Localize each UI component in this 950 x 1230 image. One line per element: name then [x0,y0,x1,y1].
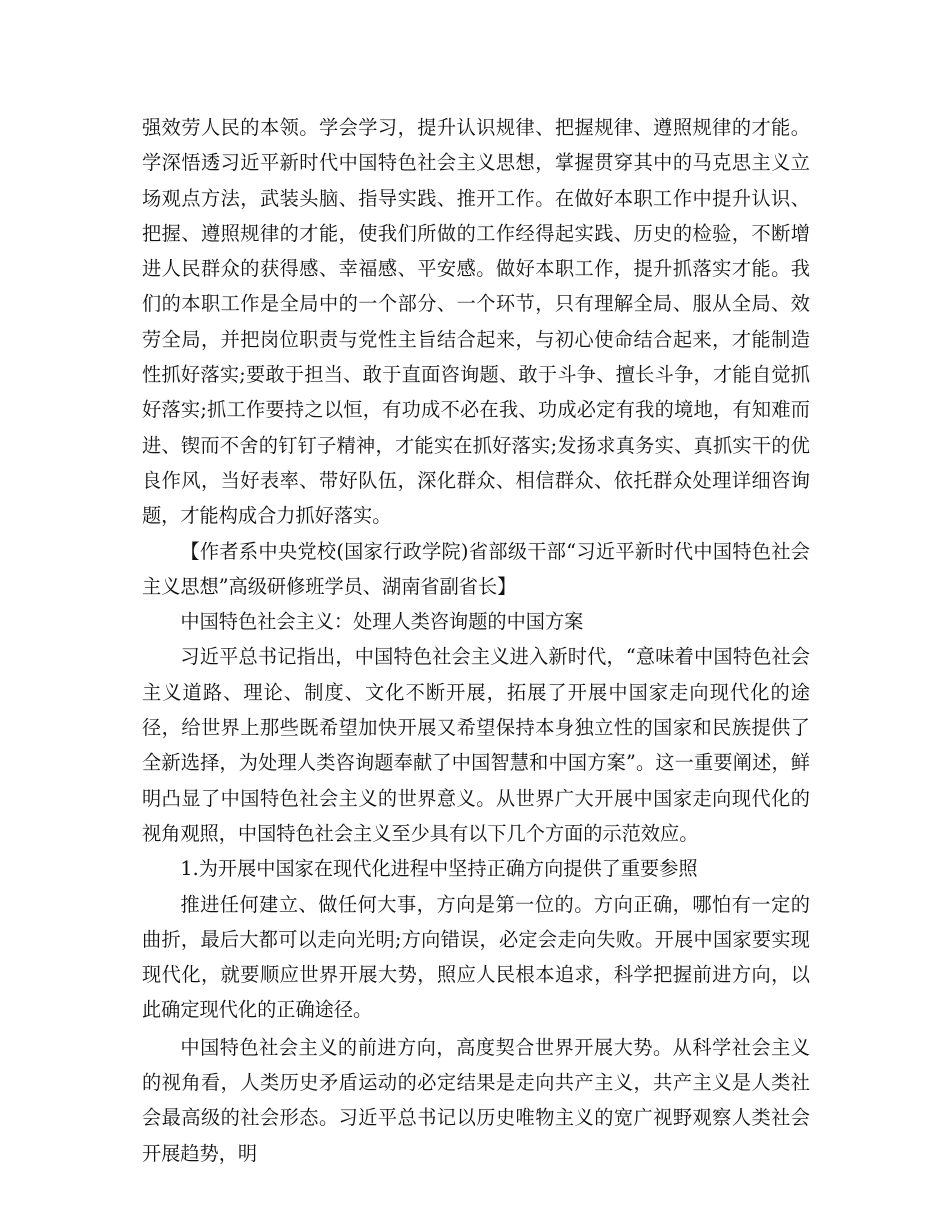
paragraph-intro: 习近平总书记指出，中国特色社会主义进入新时代，“意味着中国特色社会主义道路、理论、制度、文化不断开展，拓展了开展中国家走向现代化的途径，给世界上那些既希望加快开展又希望保持本身独立性的国家和民族提供了全新选择，为处理人类咨询题奉献了中国智慧和中国方案”。这一重要阐述，鲜明凸显了中国特色社会主义的世界意义。从世界广大开展中国家走向现代化的视角观照，中国特色社会主义至少具有以下几个方面的示范效应。 [142,645,810,845]
paragraph-direction: 推进任何建立、做任何大事，方向是第一位的。方向正确，哪怕有一定的曲折，最后大都可以走向光明;方向错误，必定会走向失败。开展中国家要实现现代化，就要顺应世界开展大势，照应人民根本追求，科学把握前进方向，以此确定现代化的正确途径。 [142,892,810,1022]
section-heading-1: 1.为开展中国家在现代化进程中坚持正确方向提供了重要参照 [180,857,698,881]
author-note: 【作者系中央党校(国家行政学院)省部级干部“习近平新时代中国特色社会主义思想”高级研修班学员、湖南省副省长】 [142,539,810,598]
paragraph-continuation: 强效劳人民的本领。学会学习，提升认识规律、把握规律、遵照规律的才能。学深悟透习近平新时代中国特色社会主义思想，掌握贯穿其中的马克思主义立场观点方法，武装头脑、指导实践、推开工作。在做好本职工作中提升认识、把握、遵照规律的才能，使我们所做的工作经得起实践、历史的检验，不断增进人民群众的获得感、幸福感、平安感。做好本职工作，提升抓落实才能。我们的本职工作是全局中的一个部分、一个环节，只有理解全局、服从全局、效劳全局，并把岗位职责与党性主旨结合起来，与初心使命结合起来，才能制造性抓好落实;要敢于担当、敢于直面咨询题、敢于斗争、擅长斗争，才能自觉抓好落实;抓工作要持之以恒，有功成不必在我、功成必定有我的境地，有知难而进、锲而不舍的钉钉子精神，才能实在抓好落实;发扬求真务实、真抓实干的优良作风，当好表率、带好队伍，深化群众、相信群众、依托群众处理详细咨询题，才能构成合力抓好落实。 [142,116,810,528]
article-title: 中国特色社会主义：处理人类咨询题的中国方案 [180,610,584,634]
document-body [142,110,810,1171]
paragraph-trend: 中国特色社会主义的前进方向，高度契合世界开展大势。从科学社会主义的视角看，人类历史矛盾运动的必定结果是走向共产主义，共产主义是人类社会最高级的社会形态。习近平总书记以历史唯物主义的宽广视野观察人类社会开展趋势，明 [142,1035,810,1165]
